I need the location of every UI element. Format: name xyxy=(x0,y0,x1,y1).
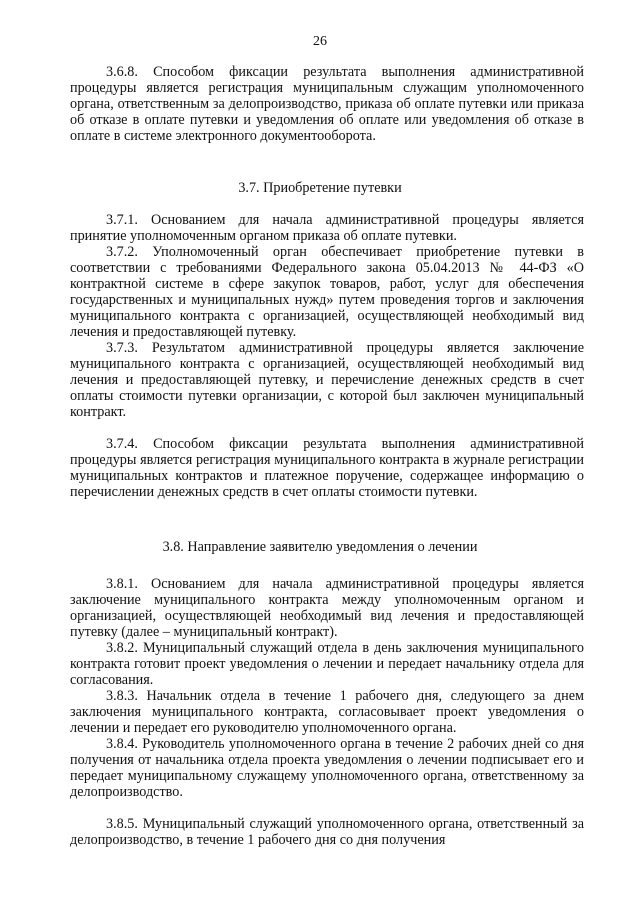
paragraph-3-8-4: 3.8.4. Руководитель уполномоченного органа в течение 2 рабочих дней со дня получения от начальника отдела проекта уведомления о лечении подписывает его и передает муниципальному служащему уполномоченного органа, ответственному за делопроизводство. xyxy=(70,736,584,801)
paragraph-3-7-1: 3.7.1. Основанием для начала административной процедуры является принятие уполномоченным органом приказа об оплате путевки. xyxy=(70,212,584,245)
paragraph-3-7-4: 3.7.4. Способом фиксации результата выполнения административной процедуры является регистрация муниципального контракта в журнале регистрации муниципальных контрактов и платежное поручение, содержащее информацию о перечислении денежных средств в счет оплаты стоимости путевки. xyxy=(70,436,584,501)
page-number: 26 xyxy=(313,34,327,49)
paragraph-3-8-1: 3.8.1. Основанием для начала административной процедуры является заключение муниципального контракта между уполномоченным органом и организацией, осуществляющей необходимый вид лечения и предоставляющей путевку (далее – муниципальный контракт). xyxy=(70,576,584,641)
section-heading-3-8: 3.8. Направление заявителю уведомления о лечении xyxy=(162,539,478,555)
paragraph-3-8-2: 3.8.2. Муниципальный служащий отдела в день заключения муниципального контракта готовит проект уведомления о лечении и передает начальнику отдела для согласования. xyxy=(70,640,584,689)
paragraph-3-8-3: 3.8.3. Начальник отдела в течение 1 рабочего дня, следующего за днем заключения муниципального контракта, согласовывает проект уведомления о лечении и передает его руководителю уполномоченного органа. xyxy=(70,688,584,737)
paragraph-3-7-3: 3.7.3. Результатом административной процедуры является заключение муниципального контракта с организацией, осуществляющей необходимый вид лечения и предоставляющей путевку, и перечисление денежных средств в счет оплаты стоимости путевки организации, с которой был заключен муниципальный контракт. xyxy=(70,340,584,421)
paragraph-3-8-5: 3.8.5. Муниципальный служащий уполномоченного органа, ответственный за делопроизводство, в течение 1 рабочего дня со дня получения xyxy=(70,816,584,849)
section-heading-3-7: 3.7. Приобретение путевки xyxy=(238,180,402,196)
paragraph-3-7-2: 3.7.2. Уполномоченный орган обеспечивает приобретение путевки в соответствии с требованиями Федерального закона 05.04.2013 № 44-ФЗ «О контрактной системе в сфере закупок товаров, работ, услуг для обеспечения государственных и муниципальных нужд» путем проведения торгов и заключения муниципального контракта с организацией, осуществляющей необходимый вид лечения и предоставляющей путевку. xyxy=(70,244,584,341)
paragraph-3-6-8: 3.6.8. Способом фиксации результата выполнения административной процедуры является регистрация муниципальным служащим уполномоченного органа, ответственным за делопроизводство, приказа об оплате путевки или приказа об отказе в оплате путевки и уведомления об оплате или уведомления об отказе в оплате в системе электронного документооборота. xyxy=(70,64,584,145)
